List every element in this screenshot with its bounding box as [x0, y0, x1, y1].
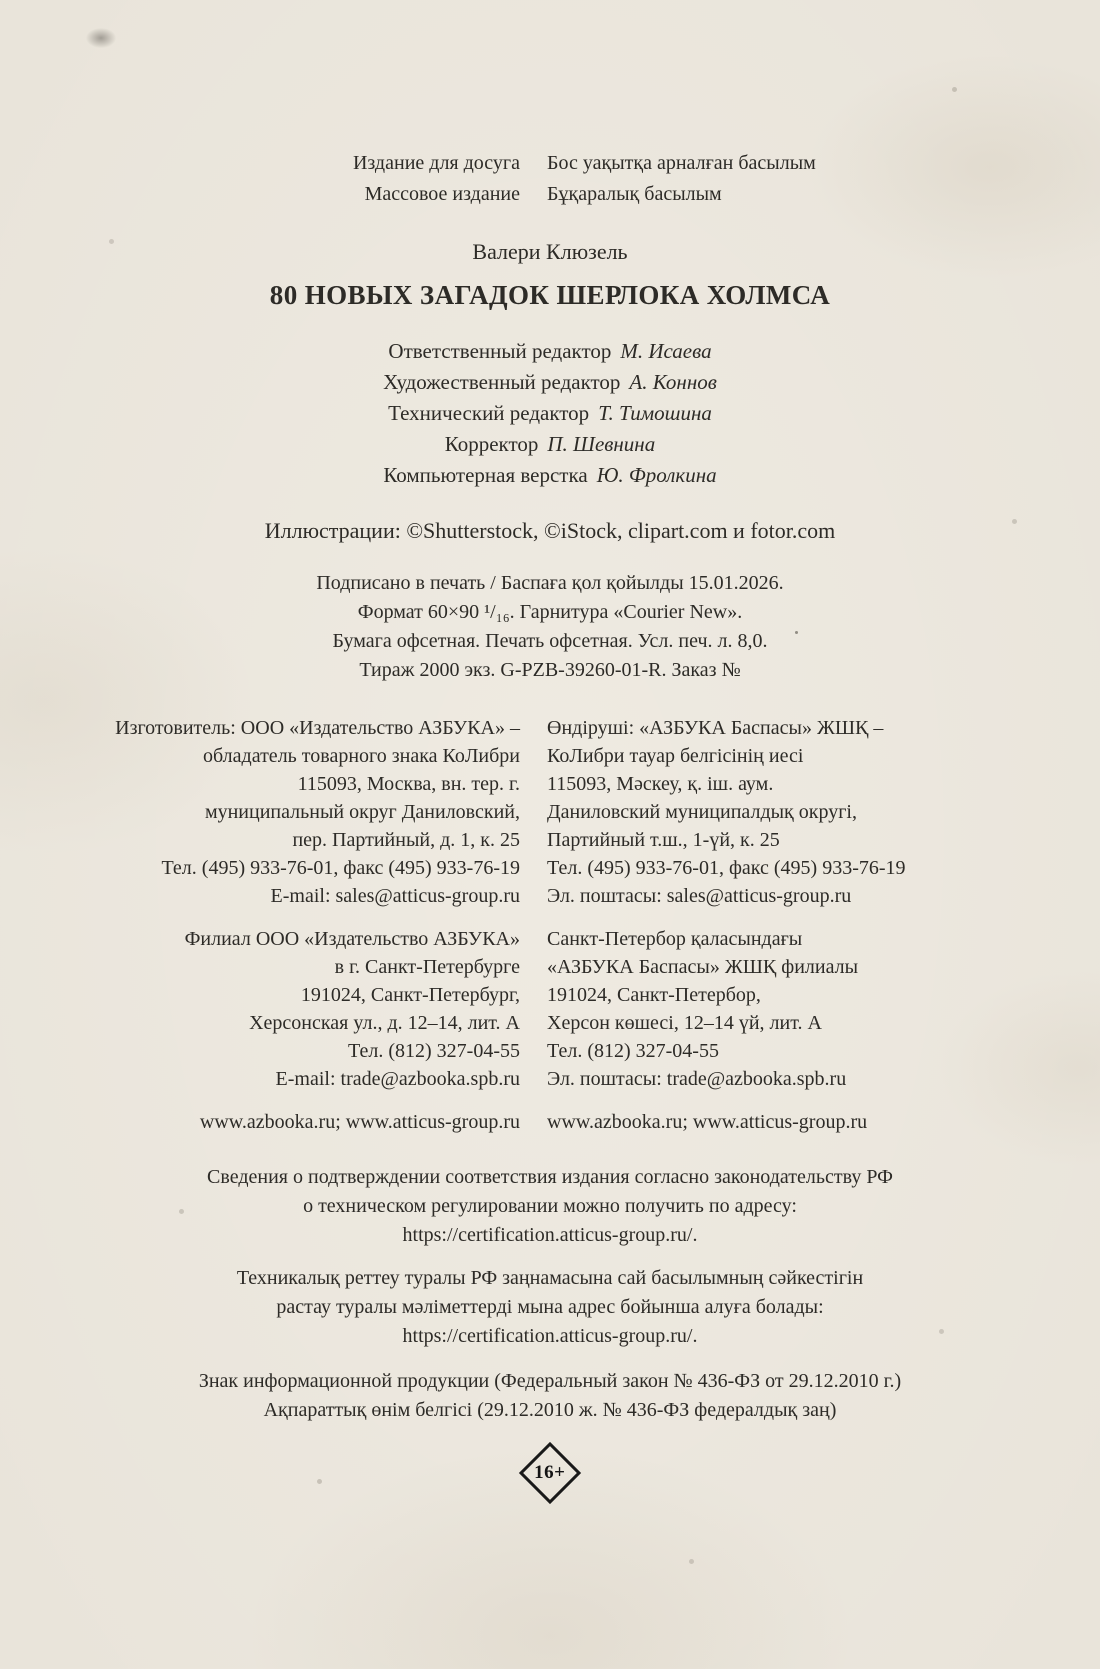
text-line: Партийный т.ш., 1-үй, к. 25	[547, 829, 780, 851]
text-line: растау туралы мәліметтерді мына адрес бойынша алуға болады:	[276, 1296, 824, 1318]
text-line: E-mail: sales@atticus-group.ru	[270, 885, 520, 907]
print-info-line: Тираж 2000 экз. G-PZB-39260-01-R. Заказ №	[359, 659, 741, 681]
text-line: муниципальный округ Даниловский,	[204, 801, 520, 823]
text-line: КоЛибри тауар белгісінің иесі	[547, 745, 804, 767]
edition-line-ru: Массовое издание	[364, 183, 520, 205]
staff-role: Корректор	[444, 432, 539, 456]
branch-kz	[547, 925, 1100, 1093]
text-line: в г. Санкт-Петербурге	[334, 956, 520, 978]
staff-person: Ю. Фролкина	[596, 463, 717, 487]
staff-line	[0, 460, 1100, 491]
edition-line-kz: Бос уақытқа арналған басылым	[547, 152, 816, 174]
manufacturer-kz	[547, 714, 1100, 910]
text-line: Эл. поштасы: sales@atticus-group.ru	[547, 885, 852, 907]
staff-line	[0, 398, 1100, 429]
staff-role: Ответственный редактор	[388, 339, 612, 363]
certification-kz-block	[0, 1264, 1100, 1351]
certification-ru-block	[0, 1163, 1100, 1250]
certification-url: https://certification.atticus-group.ru/.	[402, 1325, 698, 1347]
text-line: Тел. (495) 933-76-01, факс (495) 933-76-19	[161, 857, 520, 879]
text-line: 115093, Москва, вн. тер. г.	[297, 773, 520, 795]
text-line: Филиал ООО «Издательство АЗБУКА»	[184, 928, 520, 950]
text-line: пер. Партийный, д. 1, к. 25	[292, 829, 520, 851]
staff-credits	[0, 336, 1100, 491]
text-line: Знак информационной продукции (Федеральный закон № 436-ФЗ от 29.12.2010 г.)	[198, 1370, 902, 1392]
text-line: Техникалық реттеу туралы РФ заңнамасына сай басылымның сәйкестігін	[236, 1267, 864, 1289]
text-line: Херсонская ул., д. 12–14, лит. А	[249, 1012, 520, 1034]
paper-specks	[795, 631, 798, 634]
print-info-line: Подписано в печать / Баспаға қол қойылды 15.01.2026.	[316, 572, 784, 594]
websites-ru: www.azbooka.ru; www.atticus-group.ru	[199, 1111, 520, 1133]
text-line: Даниловский муниципалдық округі,	[547, 801, 857, 823]
text-line: Херсон көшесі, 12–14 үй, лит. А	[547, 1012, 822, 1034]
text-line: Өндіруші: «АЗБУКА Баспасы» ЖШҚ –	[547, 717, 884, 739]
text-line: «АЗБУКА Баспасы» ЖШҚ филиалы	[547, 956, 859, 978]
edition-block	[0, 148, 1100, 210]
text-line: Тел. (812) 327-04-55	[547, 1040, 719, 1062]
print-info-line: Формат 60×90 ¹/₁₆. Гарнитура «Courier New».	[357, 601, 743, 623]
text-line: Тел. (812) 327-04-55	[348, 1040, 520, 1062]
age-badge-label: 16+	[534, 1461, 566, 1483]
staff-line	[0, 336, 1100, 367]
staff-role: Технический редактор	[388, 401, 590, 425]
text-line: Эл. поштасы: trade@azbooka.spb.ru	[547, 1068, 847, 1090]
staff-line	[0, 429, 1100, 460]
print-info-line: Бумага офсетная. Печать офсетная. Усл. печ. л. 8,0.	[332, 630, 768, 652]
text-line: Тел. (495) 933-76-01, факс (495) 933-76-19	[547, 857, 906, 879]
text-line: Сведения о подтверждении соответствия издания согласно законодательству РФ	[207, 1166, 893, 1188]
manufacturer-ru	[0, 714, 520, 910]
text-line: обладатель товарного знака КоЛибри	[203, 745, 520, 767]
text-line: 115093, Мәскеу, қ. іш. аум.	[547, 773, 774, 795]
age-badge	[519, 1442, 581, 1504]
edition-line-ru: Издание для досуга	[352, 152, 520, 174]
staff-person: Т. Тимошина	[598, 401, 712, 425]
text-line: E-mail: trade@azbooka.spb.ru	[275, 1068, 520, 1090]
text-line: Изготовитель: ООО «Издательство АЗБУКА» –	[115, 717, 520, 739]
staff-person: А. Коннов	[629, 370, 717, 394]
staff-line	[0, 367, 1100, 398]
info-sign-block	[0, 1367, 1100, 1425]
staff-person: М. Исаева	[620, 339, 712, 363]
addresses-section	[0, 714, 1100, 1136]
text-line: о техническом регулировании можно получить по адресу:	[303, 1195, 797, 1217]
websites-kz: www.azbooka.ru; www.atticus-group.ru	[547, 1111, 868, 1133]
paper-stain	[86, 28, 116, 48]
branch-block	[0, 925, 1100, 1093]
certification-url: https://certification.atticus-group.ru/.	[402, 1224, 698, 1246]
manufacturer-block	[0, 714, 1100, 910]
websites-block	[0, 1108, 1100, 1136]
author-name: Валери Клюзель	[472, 239, 628, 264]
illustrations-credit: Иллюстрации: ©Shutterstock, ©iStock, clipart.com и fotor.com	[264, 518, 836, 543]
staff-role: Компьютерная верстка	[383, 463, 588, 487]
book-title: 80 НОВЫХ ЗАГАДОК ШЕРЛОКА ХОЛМСА	[269, 280, 831, 310]
edition-line-kz: Бұқаралық басылым	[547, 183, 722, 205]
age-badge-wrap	[0, 1451, 1100, 1495]
text-line: 191024, Санкт-Петербург,	[300, 984, 520, 1006]
text-line: Санкт-Петербор қаласындағы	[547, 928, 803, 950]
print-info-block	[0, 569, 1100, 685]
branch-ru	[0, 925, 520, 1093]
staff-role: Художественный редактор	[383, 370, 621, 394]
staff-person: П. Шевнина	[547, 432, 656, 456]
text-line: Ақпараттық өнім белгісі (29.12.2010 ж. № 436-ФЗ федералдық заң)	[263, 1399, 837, 1421]
text-line: 191024, Санкт-Петербор,	[547, 984, 761, 1006]
